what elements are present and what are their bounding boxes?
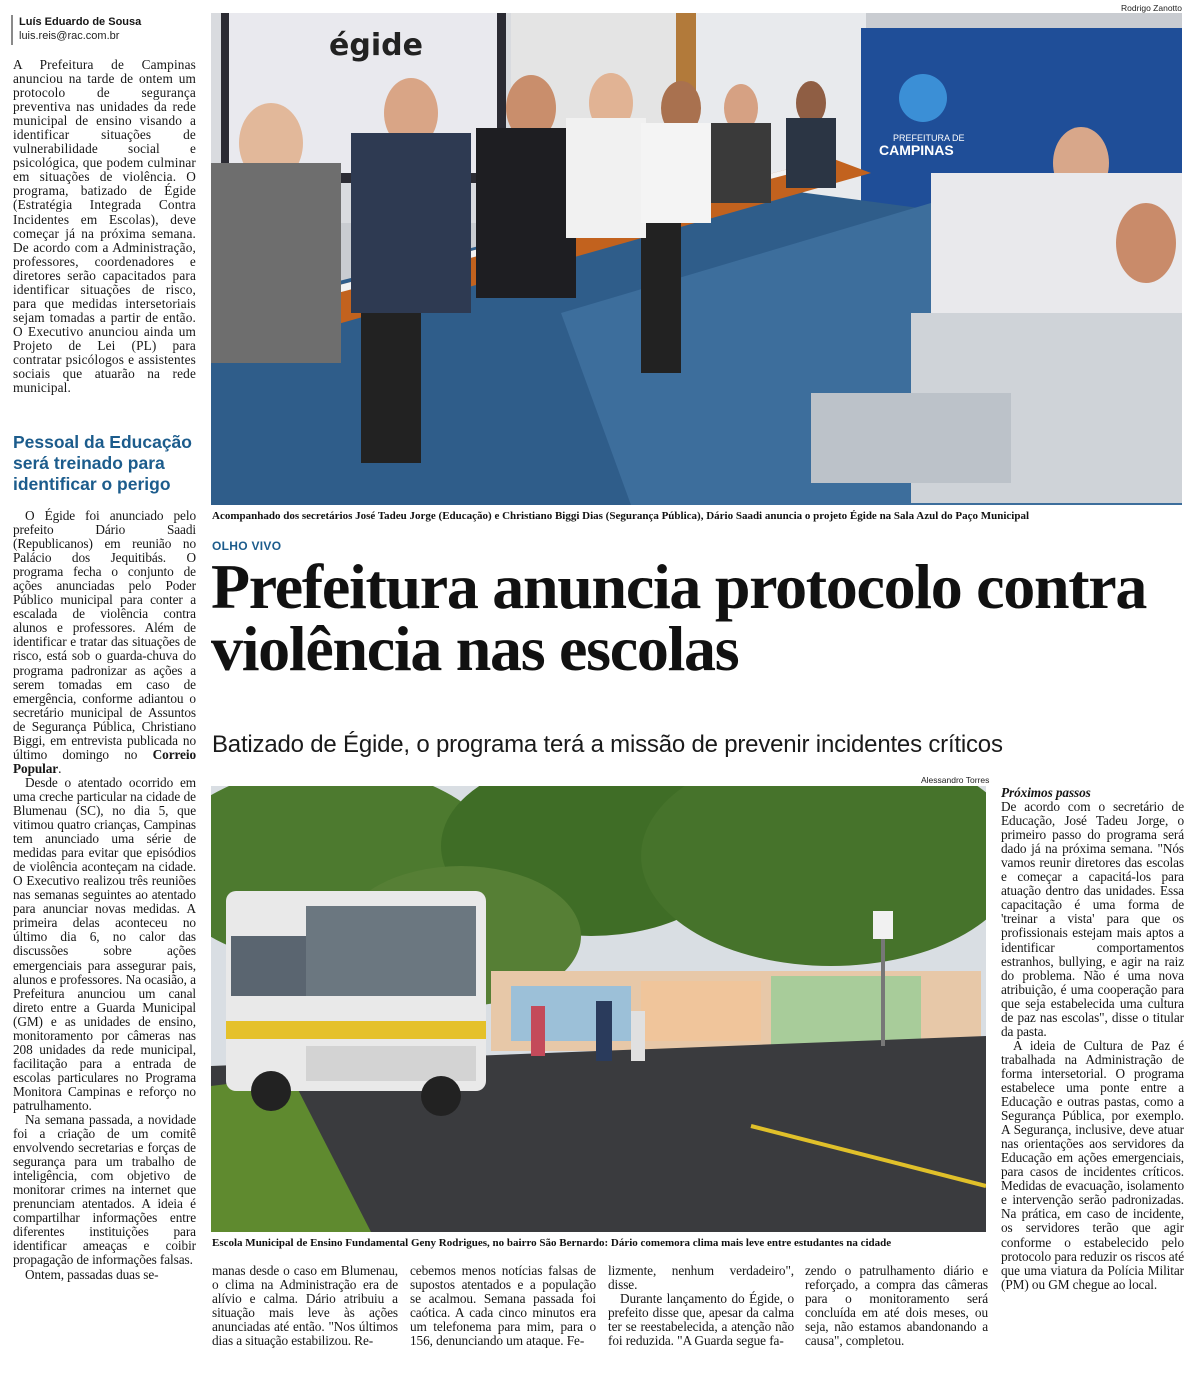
intro-paragraph: A Prefeitura de Campinas anunciou na tarde de ontem um protocolo de segurança preventiva nas unidades da rede municipal de ensino visando a identificar situações de vulnerabilidade social e psicológica, que podem culminar em situações de violência. O programa, batizado de Égide (Estratégia Integrada Contra Incidentes em Escolas), deve começar já na próxima semana. De acordo com a Administração, professores, coordenadores e diretores serão capacitados para identificar situações de risco, para que medidas intersetoriais sejam tomadas a partir de então. O Executivo anunciou ainda um Projeto de Lei (PL) para contratar psicólogos e assistentes sociais que atuarão na rede municipal. [13, 57, 196, 396]
col4-paragraph-1: lizmente, nenhum verdadeiro", disse. [608, 1263, 794, 1293]
column-4 [608, 1264, 794, 1348]
kicker-label: OLHO VIVO [212, 539, 282, 553]
byline [11, 15, 201, 45]
col3-paragraph: cebemos menos notícias falsas de supostos atentados e a população se acalmou. Semana passada foi caótica. A cada cinco minutos era um telefonema para mim, para o 156, denunciando um ataque. Fe- [410, 1263, 596, 1349]
col4-paragraph-2: Durante lançamento do Égide, o prefeito disse que, apesar da calma ter se reestabelecida, a atenção não foi reduzida. "A Guarda segue fa- [608, 1291, 794, 1349]
right-paragraph-1: De acordo com o secretário de Educação, José Tadeu Jorge, o primeiro passo do programa será dado já na próxima semana. "Nós vamos reunir diretores das escolas e começar a capacitá-los para atuação dentro das unidades. Essa capacitação é uma forma de 'treinar a vista' para que os profissionais estejam mais aptos a identificar comportamentos estranhos, bullying, e agir na raiz do problema. Não é uma nova atribuição, é uma cooperação para que seja estabelecida uma cultura de paz nas escolas", disse o titular da pasta. [1001, 799, 1184, 1039]
photo2-caption: Escola Municipal de Ensino Fundamental Geny Rodrigues, no bairro São Bernardo: Dário comemora clima mais leve entre estudantes na cidade [212, 1237, 892, 1249]
col1-paragraph-3: Na semana passada, a novidade foi a criação de um comitê envolvendo secretarias e forças de segurança para um trabalho de inteligência, com objetivo de monitorar crimes na internet que prenunciam atentados. A ideia é compartilhar informações entre diferentes instituições para identificar ameaças e coibir propagação de informações falsas. [13, 1112, 196, 1268]
column-5 [805, 1264, 988, 1348]
school-bus-photo [211, 786, 986, 1232]
headline: Prefeitura anuncia protocolo contra violência nas escolas [211, 551, 1147, 684]
banner-text-2: CAMPINAS [879, 142, 954, 158]
press-conference-photo [211, 13, 1182, 505]
photo1-credit: Rodrigo Zanotto [1121, 3, 1182, 13]
photo2-credit: Alessandro Torres [921, 775, 990, 785]
author-name: Luís Eduardo de Sousa [19, 16, 142, 28]
photo1-caption: Acompanhado dos secretários José Tadeu Jorge (Educação) e Christiano Biggi Dias (Segurança Pública), Dário Saadi anuncia o projeto Égide na Sala Azul do Paço Municipal [212, 510, 1030, 522]
column-3 [410, 1264, 596, 1348]
right-heading: Próximos passos [1001, 785, 1091, 800]
col2-paragraph: manas desde o caso em Blumenau, o clima na Administração era de alívio e calma. Dário atribuiu a situação mais leve às ações anunciadas até então. "Nos últimos dias a situação estabilizou. Re- [212, 1263, 398, 1349]
right-column [1001, 786, 1184, 1292]
col1-paragraph-1: O Égide foi anunciado pelo prefeito Dário Saadi (Republicanos) em reunião no Palácio dos Jequitibás. O programa fecha o conjunto de ações anunciadas pelo Poder Público municipal para conter a escalada de violência contra alunos e professores. Além de identificar e tratar das situações de risco, está sob o guarda-chuva do programa padronizar as ações a serem tomadas em caso de emergência, conforme adiantou o secretário municipal de Assuntos de Segurança Pública, Christiano Biggi, em entrevista publicada no último domingo no Correio Popular. [13, 508, 196, 776]
banner-text-1: PREFEITURA DE [893, 133, 965, 143]
section-heading: Pessoal da Educação será treinado para identificar o perigo [13, 432, 192, 494]
subheadline: Batizado de Égide, o programa terá a missão de prevenir incidentes críticos [212, 731, 1003, 758]
newspaper-name: Correio Popular [13, 746, 196, 776]
col5-paragraph: zendo o patrulhamento diário e reforçado, a compra das câmeras para o monitoramento será concluída em até dois meses, ou seja, não estamos abandonando a causa", completou. [805, 1263, 988, 1349]
left-column [13, 509, 196, 1282]
author-email: luis.reis@rac.com.br [19, 30, 120, 42]
right-paragraph-2: A ideia de Cultura de Paz é trabalhada na Administração de forma intersetorial. O programa estabelece uma ponte entre a Educação e outras pastas, como a Segurança Pública, por exemplo. A Segurança, inclusive, deve atuar nas orientações aos servidores da Educação em ações emergenciais, para casos de incidentes críticos. Medidas de evacuação, isolamento e intervenção serão padronizadas. Na prática, em caso de incidente, os servidores terão que agir conforme o estabelecido pelo protocolo para reduzir os riscos até que uma viatura da Polícia Militar (PM) ou GM chegue ao local. [1001, 1037, 1184, 1292]
col1-paragraph-2: Desde o atentado ocorrido em uma creche particular na cidade de Blumenau (SC), no dia 5, que vitimou quatro crianças, Campinas tem anunciado uma série de medidas para evitar que episódios de violência aconteçam na cidade. O Executivo realizou três reuniões nas semanas seguintes ao atentado para anunciar novas medidas. A primeira delas aconteceu no último dia 6, no calor das discussões sobre ações emergenciais para assegurar pais, alunos e professores. Na ocasião, a Prefeitura anunciou um canal direto entre a Guarda Municipal (GM) e as unidades de ensino, monitoramento por câmeras nas 208 unidades da rede municipal, facilitação para a entrada de escolas particulares no Programa Monitora Campinas e reforço no patrulhamento. [13, 774, 196, 1113]
column-2 [212, 1264, 398, 1348]
screen-text: égide [329, 28, 423, 63]
col1-paragraph-4: Ontem, passadas duas se- [25, 1266, 159, 1282]
intro-column [13, 58, 196, 395]
